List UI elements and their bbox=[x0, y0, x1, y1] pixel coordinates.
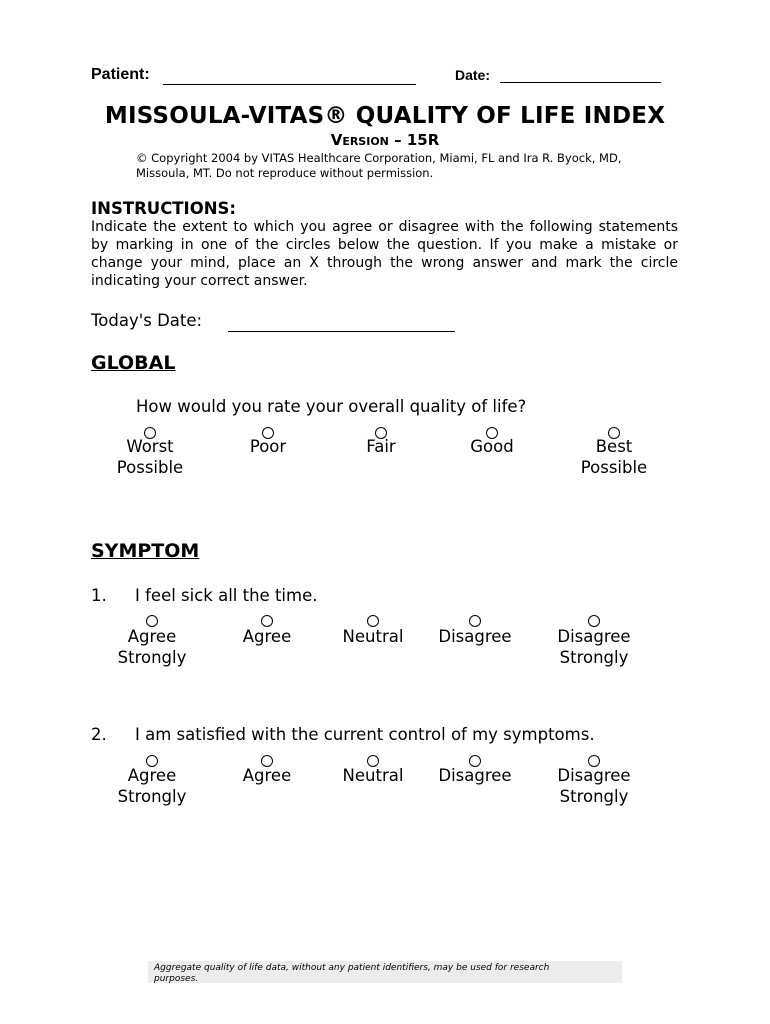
question-2-option-1-line-1: Agree bbox=[127, 766, 177, 785]
question-1-option-5-line-1: Disagree bbox=[557, 627, 631, 646]
date-label: Date: bbox=[455, 67, 491, 83]
question-2-option-3-line-1: Neutral bbox=[342, 766, 404, 785]
question-1-option-4-label bbox=[415, 626, 535, 647]
copyright-line-2: Missoula, MT. Do not reproduce without permission. bbox=[136, 166, 434, 180]
global-option-2-line-1: Poor bbox=[249, 437, 287, 456]
question-1-option-5-label bbox=[534, 626, 654, 668]
patient-name-field[interactable] bbox=[163, 68, 416, 85]
global-option-1-line-2: Possible bbox=[116, 458, 184, 477]
patient-label: Patient: bbox=[91, 66, 150, 83]
copyright-line-1: © Copyright 2004 by VITAS Healthcare Corporation, Miami, FL and Ira R. Byock, MD, bbox=[136, 151, 622, 165]
question-1-text: I feel sick all the time. bbox=[135, 586, 318, 605]
question-2-option-5-label bbox=[534, 765, 654, 807]
global-option-5-line-2: Possible bbox=[580, 458, 648, 477]
question-2-text: I am satisfied with the current control of my symptoms. bbox=[135, 725, 595, 744]
global-option-3-label bbox=[321, 436, 441, 457]
question-1-option-1-label bbox=[92, 626, 212, 668]
global-heading: GLOBAL bbox=[91, 352, 176, 374]
question-1-option-4-line-1: Disagree bbox=[438, 627, 512, 646]
question-2-option-4-label bbox=[415, 765, 535, 786]
question-1-option-1-line-2: Strongly bbox=[117, 648, 187, 667]
footer-line-2: purposes. bbox=[154, 974, 199, 984]
question-1-option-1-line-1: Agree bbox=[127, 627, 177, 646]
global-option-5-label bbox=[554, 436, 674, 478]
question-1-option-5-line-2: Strongly bbox=[559, 648, 629, 667]
question-1-option-2-line-1: Agree bbox=[242, 627, 292, 646]
instructions-heading: INSTRUCTIONS: bbox=[91, 199, 237, 218]
form-title: MISSOULA-VITAS® QUALITY OF LIFE INDEX bbox=[104, 103, 666, 129]
todays-date-field[interactable] bbox=[228, 313, 455, 332]
question-2-option-1-label bbox=[92, 765, 212, 807]
form-version: Version – 15R bbox=[330, 131, 440, 149]
question-2-option-5-line-1: Disagree bbox=[557, 766, 631, 785]
global-question: How would you rate your overall quality of life? bbox=[136, 397, 527, 416]
copyright-notice bbox=[136, 151, 676, 181]
question-1-number: 1. bbox=[91, 586, 107, 605]
global-option-1-line-1: Worst bbox=[126, 437, 174, 456]
footer-note bbox=[154, 963, 616, 985]
global-option-5-line-1: Best bbox=[595, 437, 633, 456]
instructions-text: Indicate the extent to which you agree or disagree with the following statements by marking in one of the circles below the question. If you make a mistake or change your mind, place an X through the wrong answer and mark the circle indicating your correct answer. bbox=[91, 219, 678, 289]
question-2-option-1-line-2: Strongly bbox=[117, 787, 187, 806]
global-option-2-label bbox=[208, 436, 328, 457]
date-field[interactable] bbox=[500, 66, 661, 83]
todays-date-label: Today's Date: bbox=[91, 311, 203, 330]
symptom-heading: SYMPTOM bbox=[91, 540, 200, 562]
global-option-3-line-1: Fair bbox=[366, 437, 396, 456]
global-option-4-line-1: Good bbox=[470, 437, 514, 456]
question-2-option-4-line-1: Disagree bbox=[438, 766, 512, 785]
question-2-number: 2. bbox=[91, 725, 107, 744]
question-2-option-5-line-2: Strongly bbox=[559, 787, 629, 806]
global-option-4-label bbox=[432, 436, 552, 457]
global-option-1-label bbox=[90, 436, 210, 478]
question-1-option-2-label bbox=[207, 626, 327, 647]
question-2-option-2-label bbox=[207, 765, 327, 786]
footer-line-1: Aggregate quality of life data, without any patient identifiers, may be used for research bbox=[154, 963, 550, 973]
question-1-option-3-line-1: Neutral bbox=[342, 627, 404, 646]
question-2-option-2-line-1: Agree bbox=[242, 766, 292, 785]
